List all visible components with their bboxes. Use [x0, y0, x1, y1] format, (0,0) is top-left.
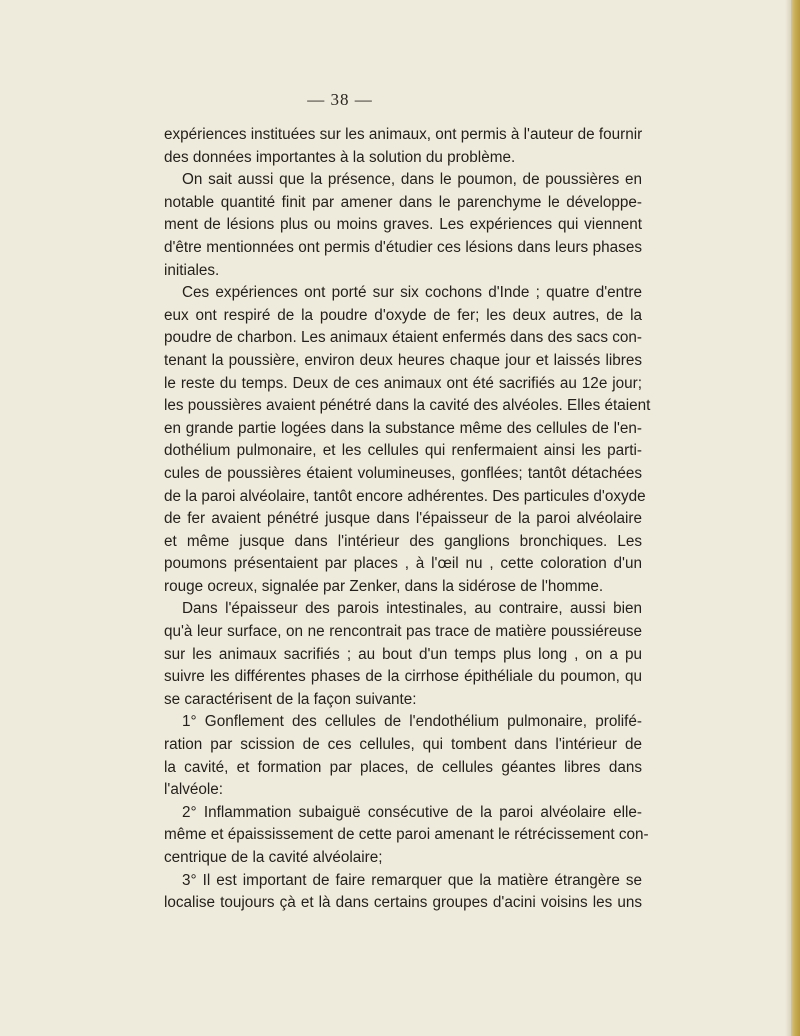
- text-line: de la paroi alvéolaire, tantôt encore adhérentes. Des particules d'oxyde: [164, 487, 646, 505]
- text-line: Ces expériences ont porté sur six cochons d'Inde ; quatre d'entre: [182, 284, 642, 302]
- text-line: tenant la poussière, environ deux heures chaque jour et laissés libres: [164, 351, 642, 369]
- text-line: 3° Il est important de faire remarquer que la matière étrangère se: [182, 871, 642, 889]
- text-line: dothélium pulmonaire, et les cellules qui renfermaient ainsi les parti-: [164, 442, 642, 460]
- text-line: notable quantité finit par amener dans le parenchyme le développe-: [164, 193, 642, 211]
- text-line: sur les animaux sacrifiés ; au bout d'un temps plus long , on a pu: [164, 645, 642, 663]
- body-text: [164, 124, 651, 915]
- text-line: centrique de la cavité alvéolaire;: [164, 849, 383, 866]
- text-line: ration par scission de ces cellules, qui tombent dans l'intérieur de: [164, 736, 642, 754]
- text-line: poudre de charbon. Les animaux étaient enfermés dans des sacs con-: [164, 329, 642, 347]
- text-line: des données importantes à la solution du problème.: [164, 148, 516, 166]
- text-line: se caractérisent de la façon suivante:: [164, 690, 417, 708]
- text-line: localise toujours çà et là dans certains groupes d'acini voisins les uns: [164, 894, 642, 912]
- text-line: qu'à leur surface, on ne rencontrait pas trace de matière poussiéreuse: [164, 623, 642, 641]
- text-line: même et épaississement de cette paroi amenant le rétrécissement con-: [164, 826, 649, 844]
- text-line: rouge ocreux, signalée par Zenker, dans la sidérose de l'homme.: [164, 577, 604, 595]
- text-line: cules de poussières étaient volumineuses, gonflées; tantôt détachées: [164, 464, 642, 482]
- text-line: de fer avaient pénétré jusque dans l'épaisseur de la paroi alvéolaire: [164, 510, 642, 528]
- page-edge: [791, 0, 800, 1036]
- text-line: expériences instituées sur les animaux, ont permis à l'auteur de fournir: [164, 126, 643, 143]
- text-line: On sait aussi que la présence, dans le poumon, de poussières en: [182, 171, 642, 189]
- text-line: 2° Inflammation subaiguë consécutive de la paroi alvéolaire elle-: [182, 803, 642, 821]
- text-line: le reste du temps. Deux de ces animaux ont été sacrifiés au 12e jour;: [164, 374, 642, 392]
- text-line: ment de lésions plus ou moins graves. Les expériences qui viennent: [164, 216, 642, 234]
- text-line: les poussières avaient pénétré dans la cavité des alvéoles. Elles étaient: [164, 397, 651, 415]
- text-line: suivre les différentes phases de la cirrhose épithéliale du poumon, qu: [164, 668, 642, 686]
- text-line: Dans l'épaisseur des parois intestinales, au contraire, aussi bien: [182, 600, 642, 618]
- text-line: et même jusque dans l'intérieur des ganglions bronchiques. Les: [164, 532, 642, 550]
- text-line: 1° Gonflement des cellules de l'endothélium pulmonaire, prolifé-: [182, 713, 642, 731]
- text-line: l'alvéole:: [164, 781, 224, 799]
- text-line: d'être mentionnées ont permis d'étudier ces lésions dans leurs phases: [164, 238, 642, 256]
- text-line: en grande partie logées dans la substance même des cellules de l'en-: [164, 419, 642, 437]
- page-number: — 38 —: [307, 90, 373, 109]
- text-line: poumons présentaient par places , à l'œil nu , cette coloration d'un: [164, 555, 642, 573]
- text-line: initiales.: [164, 261, 220, 279]
- text-line: la cavité, et formation par places, de cellules géantes libres dans: [164, 758, 642, 776]
- text-line: eux ont respiré de la poudre d'oxyde de fer; les deux autres, de la: [164, 306, 642, 324]
